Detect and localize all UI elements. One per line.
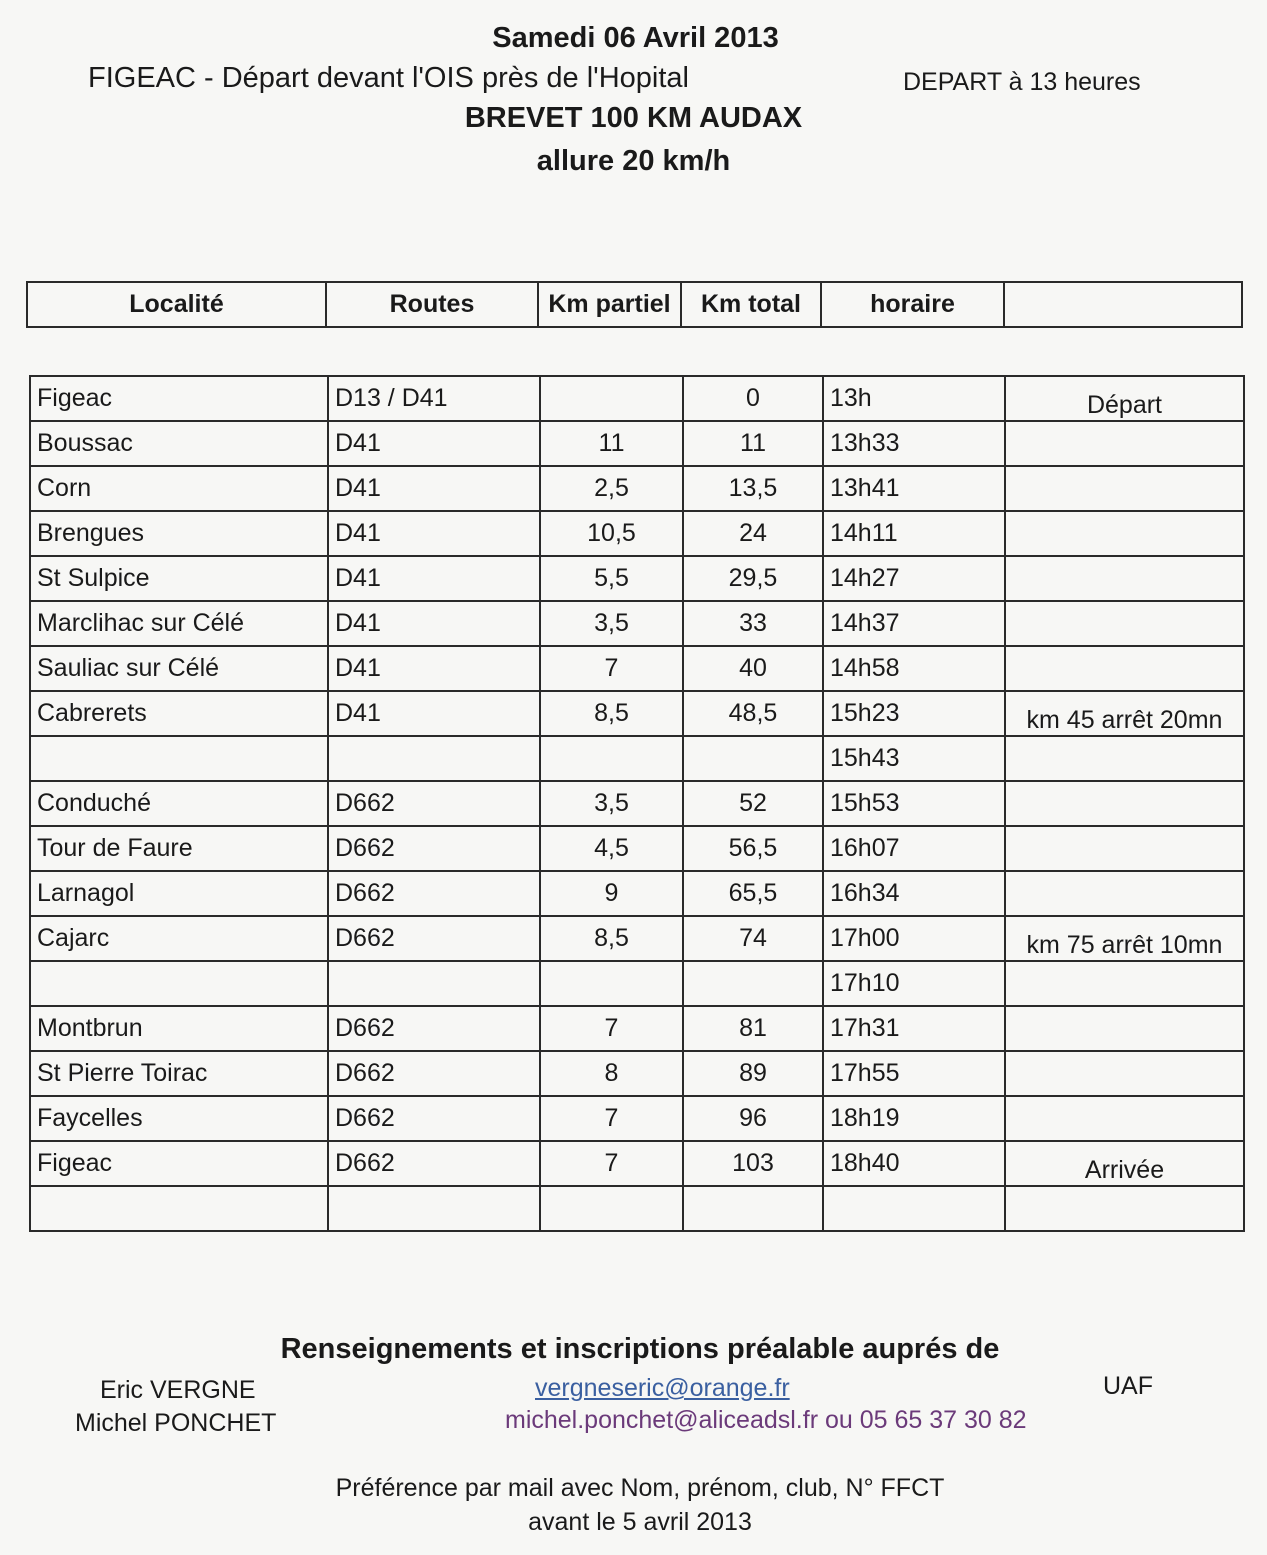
cell-route: D662 (328, 1006, 540, 1051)
contact-name-1: Eric VERGNE (100, 1376, 256, 1404)
cell-route: D41 (328, 556, 540, 601)
cell-route: D41 (328, 601, 540, 646)
cell-km-partiel (540, 1186, 683, 1231)
table-row (30, 781, 1244, 826)
cell-route: D662 (328, 916, 540, 961)
cell-horaire: 14h27 (823, 556, 1005, 601)
cell-localite: Brengues (30, 511, 328, 556)
start-location: FIGEAC - Départ devant l'OIS près de l'Hopital (88, 62, 689, 94)
table-row (30, 1096, 1244, 1141)
cell-km-partiel: 8,5 (540, 916, 683, 961)
cell-localite (30, 736, 328, 781)
table-row (30, 601, 1244, 646)
cell-km-total: 52 (683, 781, 823, 826)
cell-localite: Cabrerets (30, 691, 328, 736)
cell-km-partiel: 8,5 (540, 691, 683, 736)
cell-km-total: 13,5 (683, 466, 823, 511)
contact-email-1[interactable]: vergneseric@orange.fr (535, 1374, 790, 1402)
header-notes (1004, 282, 1242, 327)
cell-km-total (683, 736, 823, 781)
cell-route: D41 (328, 511, 540, 556)
cell-localite: Figeac (30, 1141, 328, 1186)
cell-horaire: 15h53 (823, 781, 1005, 826)
cell-route: D662 (328, 781, 540, 826)
cell-localite: Marclihac sur Célé (30, 601, 328, 646)
cell-localite: Figeac (30, 376, 328, 421)
cell-horaire: 15h23 (823, 691, 1005, 736)
cell-localite: St Pierre Toirac (30, 1051, 328, 1096)
cell-km-partiel: 7 (540, 1006, 683, 1051)
cell-horaire: 16h34 (823, 871, 1005, 916)
cell-km-partiel (540, 961, 683, 1006)
cell-route: D41 (328, 691, 540, 736)
cell-localite: Corn (30, 466, 328, 511)
cell-km-total: 29,5 (683, 556, 823, 601)
deadline-note: avant le 5 avril 2013 (528, 1508, 752, 1536)
cell-horaire: 13h41 (823, 466, 1005, 511)
cell-km-partiel: 5,5 (540, 556, 683, 601)
cell-note (1005, 1186, 1244, 1231)
route-table (29, 375, 1245, 1232)
cell-localite: Boussac (30, 421, 328, 466)
table-row (30, 916, 1244, 961)
cell-km-partiel: 10,5 (540, 511, 683, 556)
cell-horaire: 17h10 (823, 961, 1005, 1006)
cell-km-total: 103 (683, 1141, 823, 1186)
cell-km-partiel (540, 376, 683, 421)
cell-route (328, 736, 540, 781)
cell-localite: Faycelles (30, 1096, 328, 1141)
header-horaire: horaire (821, 282, 1004, 327)
cell-km-partiel: 4,5 (540, 826, 683, 871)
cell-route: D662 (328, 1141, 540, 1186)
cell-note: km 45 arrêt 20mn (1005, 691, 1244, 736)
cell-localite: Cajarc (30, 916, 328, 961)
table-row (30, 871, 1244, 916)
cell-horaire: 17h31 (823, 1006, 1005, 1051)
cell-horaire: 13h (823, 376, 1005, 421)
club-name: UAF (1103, 1372, 1153, 1400)
cell-localite: Conduché (30, 781, 328, 826)
cell-localite: Montbrun (30, 1006, 328, 1051)
table-row (30, 691, 1244, 736)
cell-localite: Sauliac sur Célé (30, 646, 328, 691)
cell-horaire (823, 1186, 1005, 1231)
cell-localite: Tour de Faure (30, 826, 328, 871)
cell-km-total: 56,5 (683, 826, 823, 871)
cell-km-total: 96 (683, 1096, 823, 1141)
cell-route: D41 (328, 646, 540, 691)
cell-localite: St Sulpice (30, 556, 328, 601)
table-row (30, 1186, 1244, 1231)
table-row (30, 1006, 1244, 1051)
cell-note (1005, 646, 1244, 691)
table-row (30, 466, 1244, 511)
pace: allure 20 km/h (536, 145, 731, 177)
cell-km-total: 33 (683, 601, 823, 646)
start-time: DEPART à 13 heures (903, 68, 1141, 96)
cell-route (328, 961, 540, 1006)
header-km-total: Km total (681, 282, 821, 327)
cell-km-partiel: 9 (540, 871, 683, 916)
cell-km-partiel: 7 (540, 1141, 683, 1186)
cell-route: D662 (328, 871, 540, 916)
table-row (30, 1051, 1244, 1096)
table-row (30, 961, 1244, 1006)
cell-km-total: 40 (683, 646, 823, 691)
cell-horaire: 17h00 (823, 916, 1005, 961)
cell-km-total: 48,5 (683, 691, 823, 736)
cell-horaire: 18h40 (823, 1141, 1005, 1186)
cell-note: Arrivée (1005, 1141, 1244, 1186)
cell-km-total: 65,5 (683, 871, 823, 916)
cell-note (1005, 736, 1244, 781)
table-row (30, 736, 1244, 781)
cell-note (1005, 826, 1244, 871)
header-km-partiel: Km partiel (538, 282, 681, 327)
table-row (30, 1141, 1244, 1186)
cell-note (1005, 1051, 1244, 1096)
cell-horaire: 14h11 (823, 511, 1005, 556)
event-date: Samedi 06 Avril 2013 (492, 22, 779, 54)
cell-horaire: 13h33 (823, 421, 1005, 466)
event-title: BREVET 100 KM AUDAX (464, 102, 803, 134)
cell-localite (30, 961, 328, 1006)
cell-km-total: 24 (683, 511, 823, 556)
info-title: Renseignements et inscriptions préalable auprés de (280, 1333, 1000, 1365)
table-row (30, 376, 1244, 421)
cell-km-partiel: 8 (540, 1051, 683, 1096)
header-routes: Routes (326, 282, 538, 327)
cell-note (1005, 601, 1244, 646)
cell-km-partiel: 3,5 (540, 601, 683, 646)
table-row (30, 511, 1244, 556)
cell-km-partiel (540, 736, 683, 781)
cell-note (1005, 421, 1244, 466)
cell-horaire: 14h37 (823, 601, 1005, 646)
contact-email-2[interactable]: michel.ponchet@aliceadsl.fr ou 05 65 37 30 82 (505, 1406, 1027, 1434)
cell-route: D13 / D41 (328, 376, 540, 421)
cell-route (328, 1186, 540, 1231)
preference-note: Préférence par mail avec Nom, prénom, club, N° FFCT (335, 1474, 945, 1502)
cell-km-partiel: 11 (540, 421, 683, 466)
cell-km-partiel: 7 (540, 646, 683, 691)
cell-km-total: 81 (683, 1006, 823, 1051)
cell-note (1005, 871, 1244, 916)
cell-horaire: 17h55 (823, 1051, 1005, 1096)
cell-route: D41 (328, 421, 540, 466)
cell-km-partiel: 2,5 (540, 466, 683, 511)
cell-horaire: 16h07 (823, 826, 1005, 871)
contact-name-2: Michel PONCHET (75, 1409, 277, 1437)
cell-km-partiel: 7 (540, 1096, 683, 1141)
table-row (30, 646, 1244, 691)
header-localite: Localité (27, 282, 326, 327)
cell-note (1005, 1096, 1244, 1141)
column-header-table (26, 281, 1243, 328)
cell-route: D662 (328, 826, 540, 871)
cell-km-total (683, 961, 823, 1006)
cell-km-total (683, 1186, 823, 1231)
cell-km-total: 89 (683, 1051, 823, 1096)
cell-note: km 75 arrêt 10mn (1005, 916, 1244, 961)
cell-localite (30, 1186, 328, 1231)
cell-route: D662 (328, 1051, 540, 1096)
table-row (30, 556, 1244, 601)
cell-horaire: 14h58 (823, 646, 1005, 691)
cell-note (1005, 1006, 1244, 1051)
cell-route: D662 (328, 1096, 540, 1141)
cell-route: D41 (328, 466, 540, 511)
cell-km-total: 11 (683, 421, 823, 466)
cell-note (1005, 556, 1244, 601)
cell-km-total: 0 (683, 376, 823, 421)
cell-horaire: 15h43 (823, 736, 1005, 781)
cell-horaire: 18h19 (823, 1096, 1005, 1141)
cell-km-total: 74 (683, 916, 823, 961)
cell-note (1005, 466, 1244, 511)
table-row (30, 826, 1244, 871)
cell-km-partiel: 3,5 (540, 781, 683, 826)
cell-localite: Larnagol (30, 871, 328, 916)
header-row (27, 282, 1242, 327)
cell-note (1005, 781, 1244, 826)
cell-note (1005, 511, 1244, 556)
table-row (30, 421, 1244, 466)
cell-note: Départ (1005, 376, 1244, 421)
cell-note (1005, 961, 1244, 1006)
